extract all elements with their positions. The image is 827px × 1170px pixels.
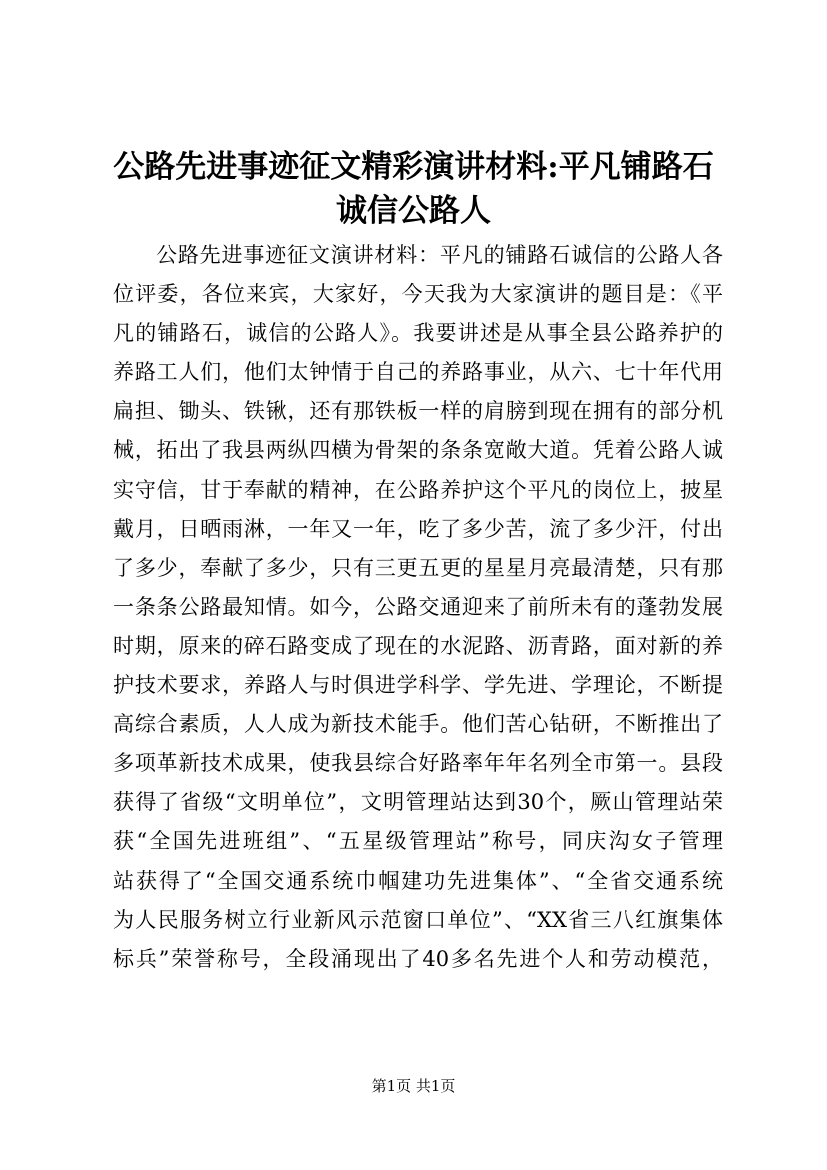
paragraph-line: 了多少，奉献了多少，只有三更五更的星星月亮最清楚，只有那 [113, 555, 723, 580]
paragraph-line: 护技术要求，养路人与时俱进学科学、学先进、学理论，不断提 [113, 673, 723, 698]
paragraph-line: 扁担、锄头、铁锹，还有那铁板一样的肩膀到现在拥有的部分机 [113, 399, 723, 424]
paragraph-line: 戴月，日晒雨淋，一年又一年，吃了多少苦，流了多少汗，付出 [113, 516, 723, 541]
paragraph-line: 标兵”荣誉称号，全段涌现出了40多名先进个人和劳动模范， [113, 946, 723, 971]
document-title [60, 145, 767, 233]
page-footer: 第1页 共1页 [371, 1077, 456, 1095]
paragraph-line: 为人民服务树立行业新风示范窗口单位”、“XX省三八红旗集体 [113, 907, 723, 932]
paragraph-line: 公路先进事迹征文演讲材料：平凡的铺路石诚信的公路人各 [156, 243, 723, 267]
paragraph-line: 养路工人们，他们太钟情于自己的养路事业，从六、七十年代用 [113, 360, 723, 385]
paragraph-line: 高综合素质，人人成为新技术能手。他们苦心钻研，不断推出了 [113, 712, 723, 737]
paragraph-line: 位评委，各位来宾，大家好，今天我为大家演讲的题目是：《平 [113, 282, 723, 307]
paragraph-line: 站获得了“全国交通系统巾帼建功先进集体”、“全省交通系统 [113, 868, 723, 893]
body-paragraph [113, 236, 723, 979]
paragraph-line: 获“全国先进班组”、“五星级管理站”称号，同庆沟女子管理 [113, 829, 723, 854]
paragraph-line: 时期，原来的碎石路变成了现在的水泥路、沥青路，面对新的养 [113, 633, 723, 658]
title-line: 公路先进事迹征文精彩演讲材料:平凡铺路石 [113, 149, 714, 185]
title-line: 诚信公路人 [336, 193, 491, 229]
paragraph-line: 凡的铺路石，诚信的公路人》。我要讲述是从事全县公路养护的 [113, 321, 723, 346]
paragraph-line: 械，拓出了我县两纵四横为骨架的条条宽敞大道。凭着公路人诚 [113, 438, 723, 463]
paragraph-line: 获得了省级“文明单位”，文明管理站达到30个，厥山管理站荣 [113, 790, 723, 815]
paragraph-line: 一条条公路最知情。如今，公路交通迎来了前所未有的蓬勃发展 [113, 594, 723, 619]
paragraph-line: 实守信，甘于奉献的精神，在公路养护这个平凡的岗位上，披星 [113, 477, 723, 502]
paragraph-line: 多项革新技术成果，使我县综合好路率年年名列全市第一。县段 [113, 751, 723, 776]
